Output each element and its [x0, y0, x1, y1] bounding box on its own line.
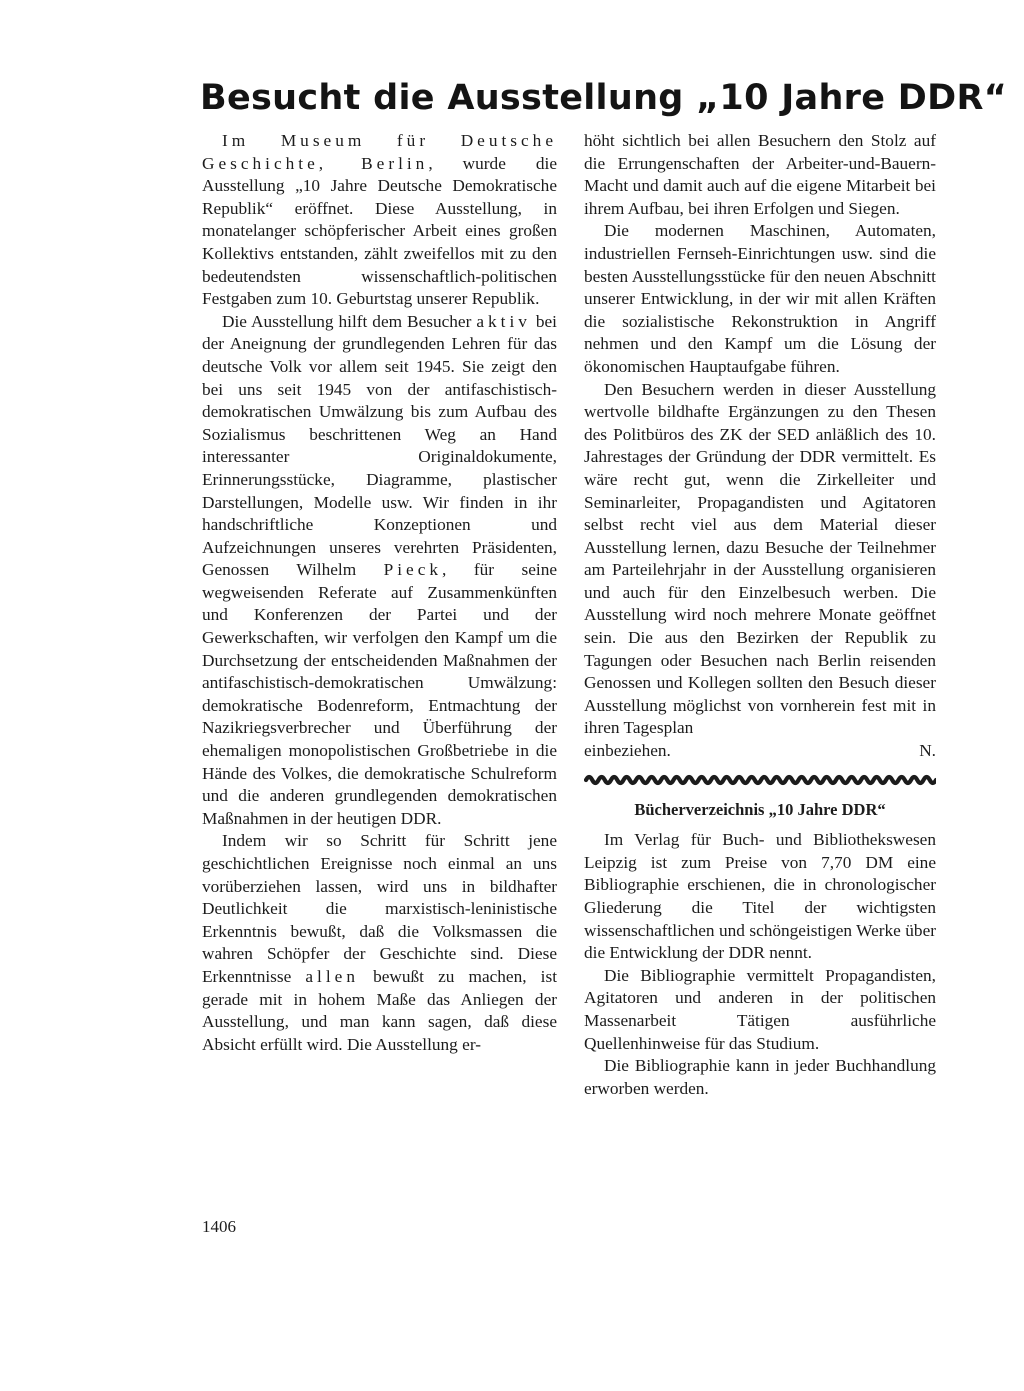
- page-number: 1406: [202, 1217, 236, 1236]
- right-paragraph-5: Die Bibliographie vermittelt Propagandisten, Agitatoren und anderen in der politischen Massenarbeit Tätigen ausführliche Quellenhinweise für das Studium.: [584, 965, 936, 1053]
- right-column: [584, 130, 936, 1100]
- spaced-phrase: Im Museum für Deutsche Geschichte, Berlin: [202, 131, 557, 173]
- spaced-word: allen: [305, 966, 359, 986]
- paragraph-text: bewußt zu machen, ist gerade mit in hohem Maße das Anliegen der Ausstellung, und man kann sagen, daß diese Absicht erfüllt wird. Die Ausstellung er-: [202, 966, 557, 1054]
- paragraph-text: Die Ausstellung hilft dem Besucher: [222, 311, 477, 331]
- author-signature: N.: [919, 741, 936, 761]
- left-column: [202, 130, 557, 1056]
- left-paragraph-1: [202, 130, 557, 311]
- right-paragraph-6: Die Bibliographie kann in jeder Buchhandlung erworben werden.: [584, 1056, 936, 1098]
- paragraph-text: bei der Aneignung der grundlegenden Lehren für das deutsche Volk vor allem seit 1945. Sie zeigt den bei uns seit 1945 von der antifaschistisch-demokratischen Umwälzung bis zum Aufbau des Sozialismus beschrittenen Weg an Hand interessanter Originaldokumente, Erinnerungsstücke, Diagramme, plastischer Darstellungen, Modelle usw. Wir finden in ihr handschriftliche Konzeptionen und Aufzeichnungen unseres verehrten Präsidenten, Genossen Wilhelm: [202, 311, 557, 580]
- left-paragraph-2: [202, 311, 557, 831]
- paragraph-text: Indem wir so Schritt für Schritt jene geschichtlichen Ereignisse noch einmal an uns vorüberziehen lassen, wird uns in bildhafter Deutlichkeit die marxistisch-leninistische Erkenntnis bewußt, daß die Volksmassen die wahren Schöpfer der Geschichte sind. Diese Erkenntnisse: [202, 831, 557, 986]
- paragraph-text: , für seine wegweisenden Referate auf Zusammenkünften und Konferenzen der Partei und der Gewerkschaften, wir verfolgen den Kampf um die Durchsetzung der entscheidenden Maßnahmen der antifaschistisch-demokratischen Umwälzung: demokratische Bodenreform, Entmachtung der Nazikriegsverbrecher und Überführung der ehemaligen monopolistischen Großbetriebe in die Hände des Volkes, die demokratische Schulreform und die anderen grundlegenden demokratischen Maßnahmen in der heutigen DDR.: [202, 560, 558, 828]
- wavy-divider: [584, 773, 936, 787]
- section-subheading: Bücherverzeichnis „10 Jahre DDR“: [634, 799, 886, 819]
- page-headline: Besucht die Ausstellung „10 Jahre DDR“: [200, 78, 1008, 118]
- closing-word: einbeziehen.: [584, 741, 671, 761]
- right-paragraph-2: Die modernen Maschinen, Automaten, industriellen Fernseh-Einrichtungen usw. sind die besten Ausstellungsstücke für den neuen Abschnitt unserer Entwicklung, in der wir mit allen Kräften die sozialistische Rekonstruktion in Angriff nehmen und den Kampf um die Lösung der ökonomischen Hauptaufgabe führen.: [584, 221, 936, 376]
- spaced-name: Pieck: [383, 560, 443, 580]
- right-paragraph-1: höht sichtlich bei allen Besuchern den Stolz auf die Errungenschaften der Arbeiter-und-Bauern-Macht und damit auch auf die eigene Mitarbeit bei ihrem Aufbau, bei ihren Erfolgen und Siegen.: [584, 131, 936, 218]
- right-paragraph-4: Im Verlag für Buch- und Bibliothekswesen Leipzig ist zum Preise von 7,70 DM eine Bibliographie erschienen, die in chronologischer Gliederung die Titel der wichtigsten wissenschaftlichen und schöngeistigen Werke über die Entwicklung der DDR nennt.: [584, 830, 936, 963]
- article-signoff: [584, 740, 936, 763]
- paragraph-text: , wurde die Ausstellung „10 Jahre Deutsche Demokratische Republik“ eröffnet. Diese Ausstellung, in monatelanger schöpferischer Arbeit eines großen Kollektivs entstanden, zählt zweifellos mit zu den bedeutendsten wissenschaftlich-politischen Festgaben zum 10. Geburtstag unserer Republik.: [202, 153, 558, 309]
- left-paragraph-3: [202, 830, 557, 1056]
- right-paragraph-3: Den Besuchern werden in dieser Ausstellung wertvolle bildhafte Ergänzungen zu den Thesen des Politbüros des ZK der SED anläßlich des 10. Jahrestages der Gründung der DDR vermittelt. Es wäre recht gut, wenn die Zirkelleiter und Seminarleiter, Propagandisten und Agitatoren selbst recht viel aus dem Material dieser Ausstellung lernen, dazu Besuche der Teilnehmer am Parteilehrjahr in der Ausstellung organisieren und auch für den Einzelbesuch werben. Die Ausstellung wird noch mehrere Monate geöffnet sein. Die aus den Bezirken der Republik zu Tagungen oder Besuchen nach Berlin reisenden Genossen und Kollegen sollten den Besuch dieser Ausstellung möglichst von vornherein fest mit in ihren Tagesplan: [584, 379, 936, 738]
- spaced-word: aktiv: [476, 311, 531, 331]
